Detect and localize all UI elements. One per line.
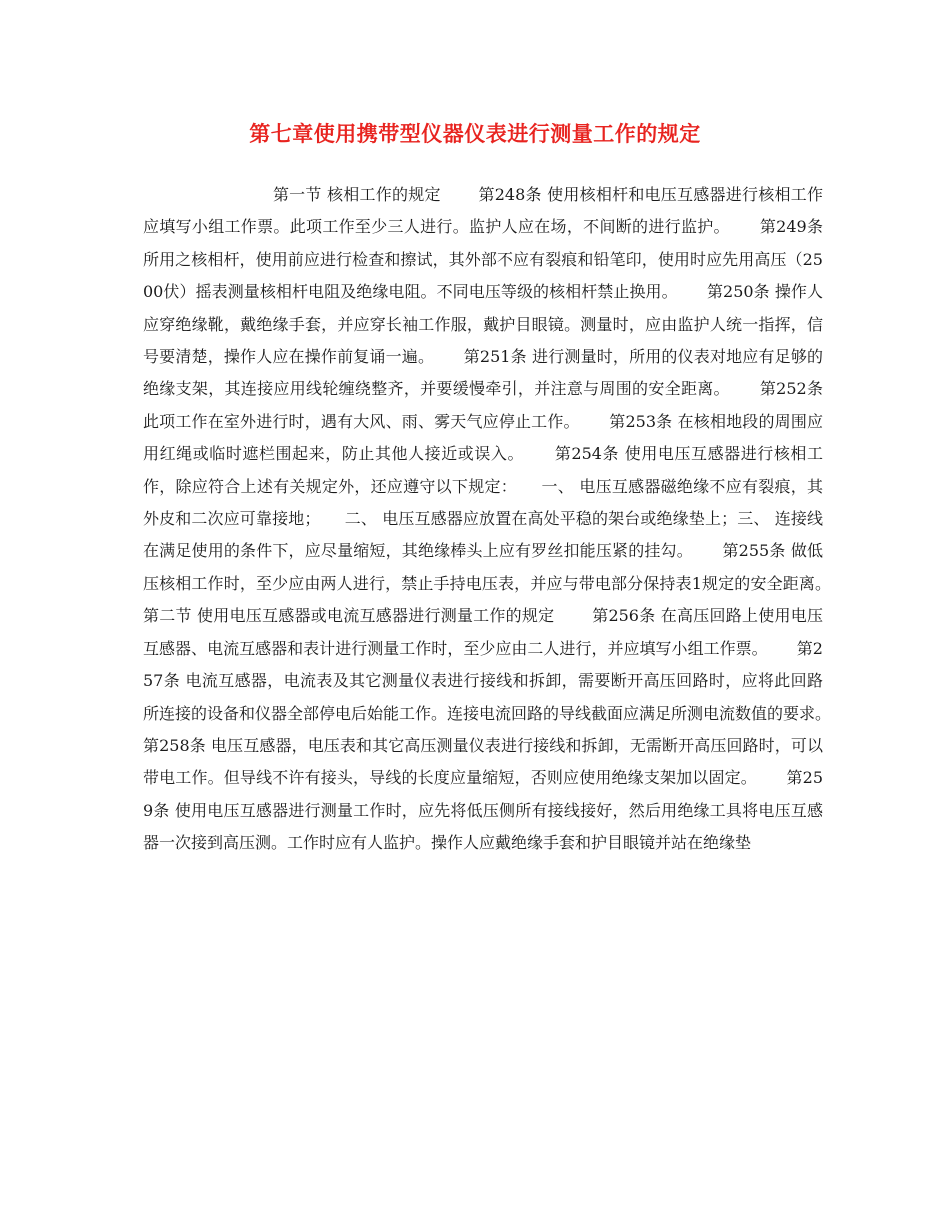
document-body: 第一节 核相工作的规定 第248条 使用核相杆和电压互感器进行核相工作应填写小组工作票。此项工作至少三人进行。监护人应在场，不间断的进行监护。 第249条 所用之核相杆，使用前应进行检查和擦试，其外部不应有裂痕和铅笔印，使用时应先用高压（2500伏）摇表测量核相杆电阻及绝缘电阻。不同电压等级的核相杆禁止换用。 第250条 操作人应穿绝缘靴，戴绝缘手套，并应穿长袖工作服，戴护目眼镜。测量时，应由监护人统一指挥，信号要清楚，操作人应在操作前复诵一遍。 第251条 进行测量时，所用的仪表对地应有足够的绝缘支架，其连接应用线轮缠绕整齐，并要缓慢牵引，并注意与周围的安全距离。 第252条 此项工作在室外进行时，遇有大风、雨、雾天气应停止工作。 第253条 在核相地段的周围应用红绳或临时遮栏围起来，防止其他人接近或误入。 第254条 使用电压互感器进行核相工作，除应符合上述有关规定外，还应遵守以下规定： 一、 电压互感器磁绝缘不应有裂痕，其外皮和二次应可靠接地； 二、 电压互感器应放置在高处平稳的架台或绝缘垫上；三、 连接线在满足使用的条件下，应尽量缩短，其绝缘棒头上应有罗丝扣能压紧的挂勾。 第255条 做低压核相工作时，至少应由两人进行，禁止手持电压表，并应与带电部分保持表1规定的安全距离。 第二节 使用电压互感器或电流互感器进行测量工作的规定 第256条 在高压回路上使用电压互感器、电流互感器和表计进行测量工作时，至少应由二人进行，并应填写小组工作票。 第257条 电流互感器，电流表及其它测量仪表进行接线和拆卸，需要断开高压回路时，应将此回路所连接的设备和仪器全部停电后始能工作。连接电流回路的导线截面应满足所测电流数值的要求。 第258条 电压互感器，电压表和其它高压测量仪表进行接线和拆卸，无需断开高压回路时，可以带电工作。但导线不许有接头，导线的长度应量缩短，否则应使用绝缘支架加以固定。 第259条 使用电压互感器进行测量工作时，应先将低压侧所有接线接好，然后用绝缘工具将电压互感器一次接到高压测。工作时应有人监护。操作人应戴绝缘手套和护目眼镜并站在绝缘垫 xyxy=(143,185,861,853)
document-title: 第七章使用携带型仪器仪表进行测量工作的规定 xyxy=(249,121,701,146)
